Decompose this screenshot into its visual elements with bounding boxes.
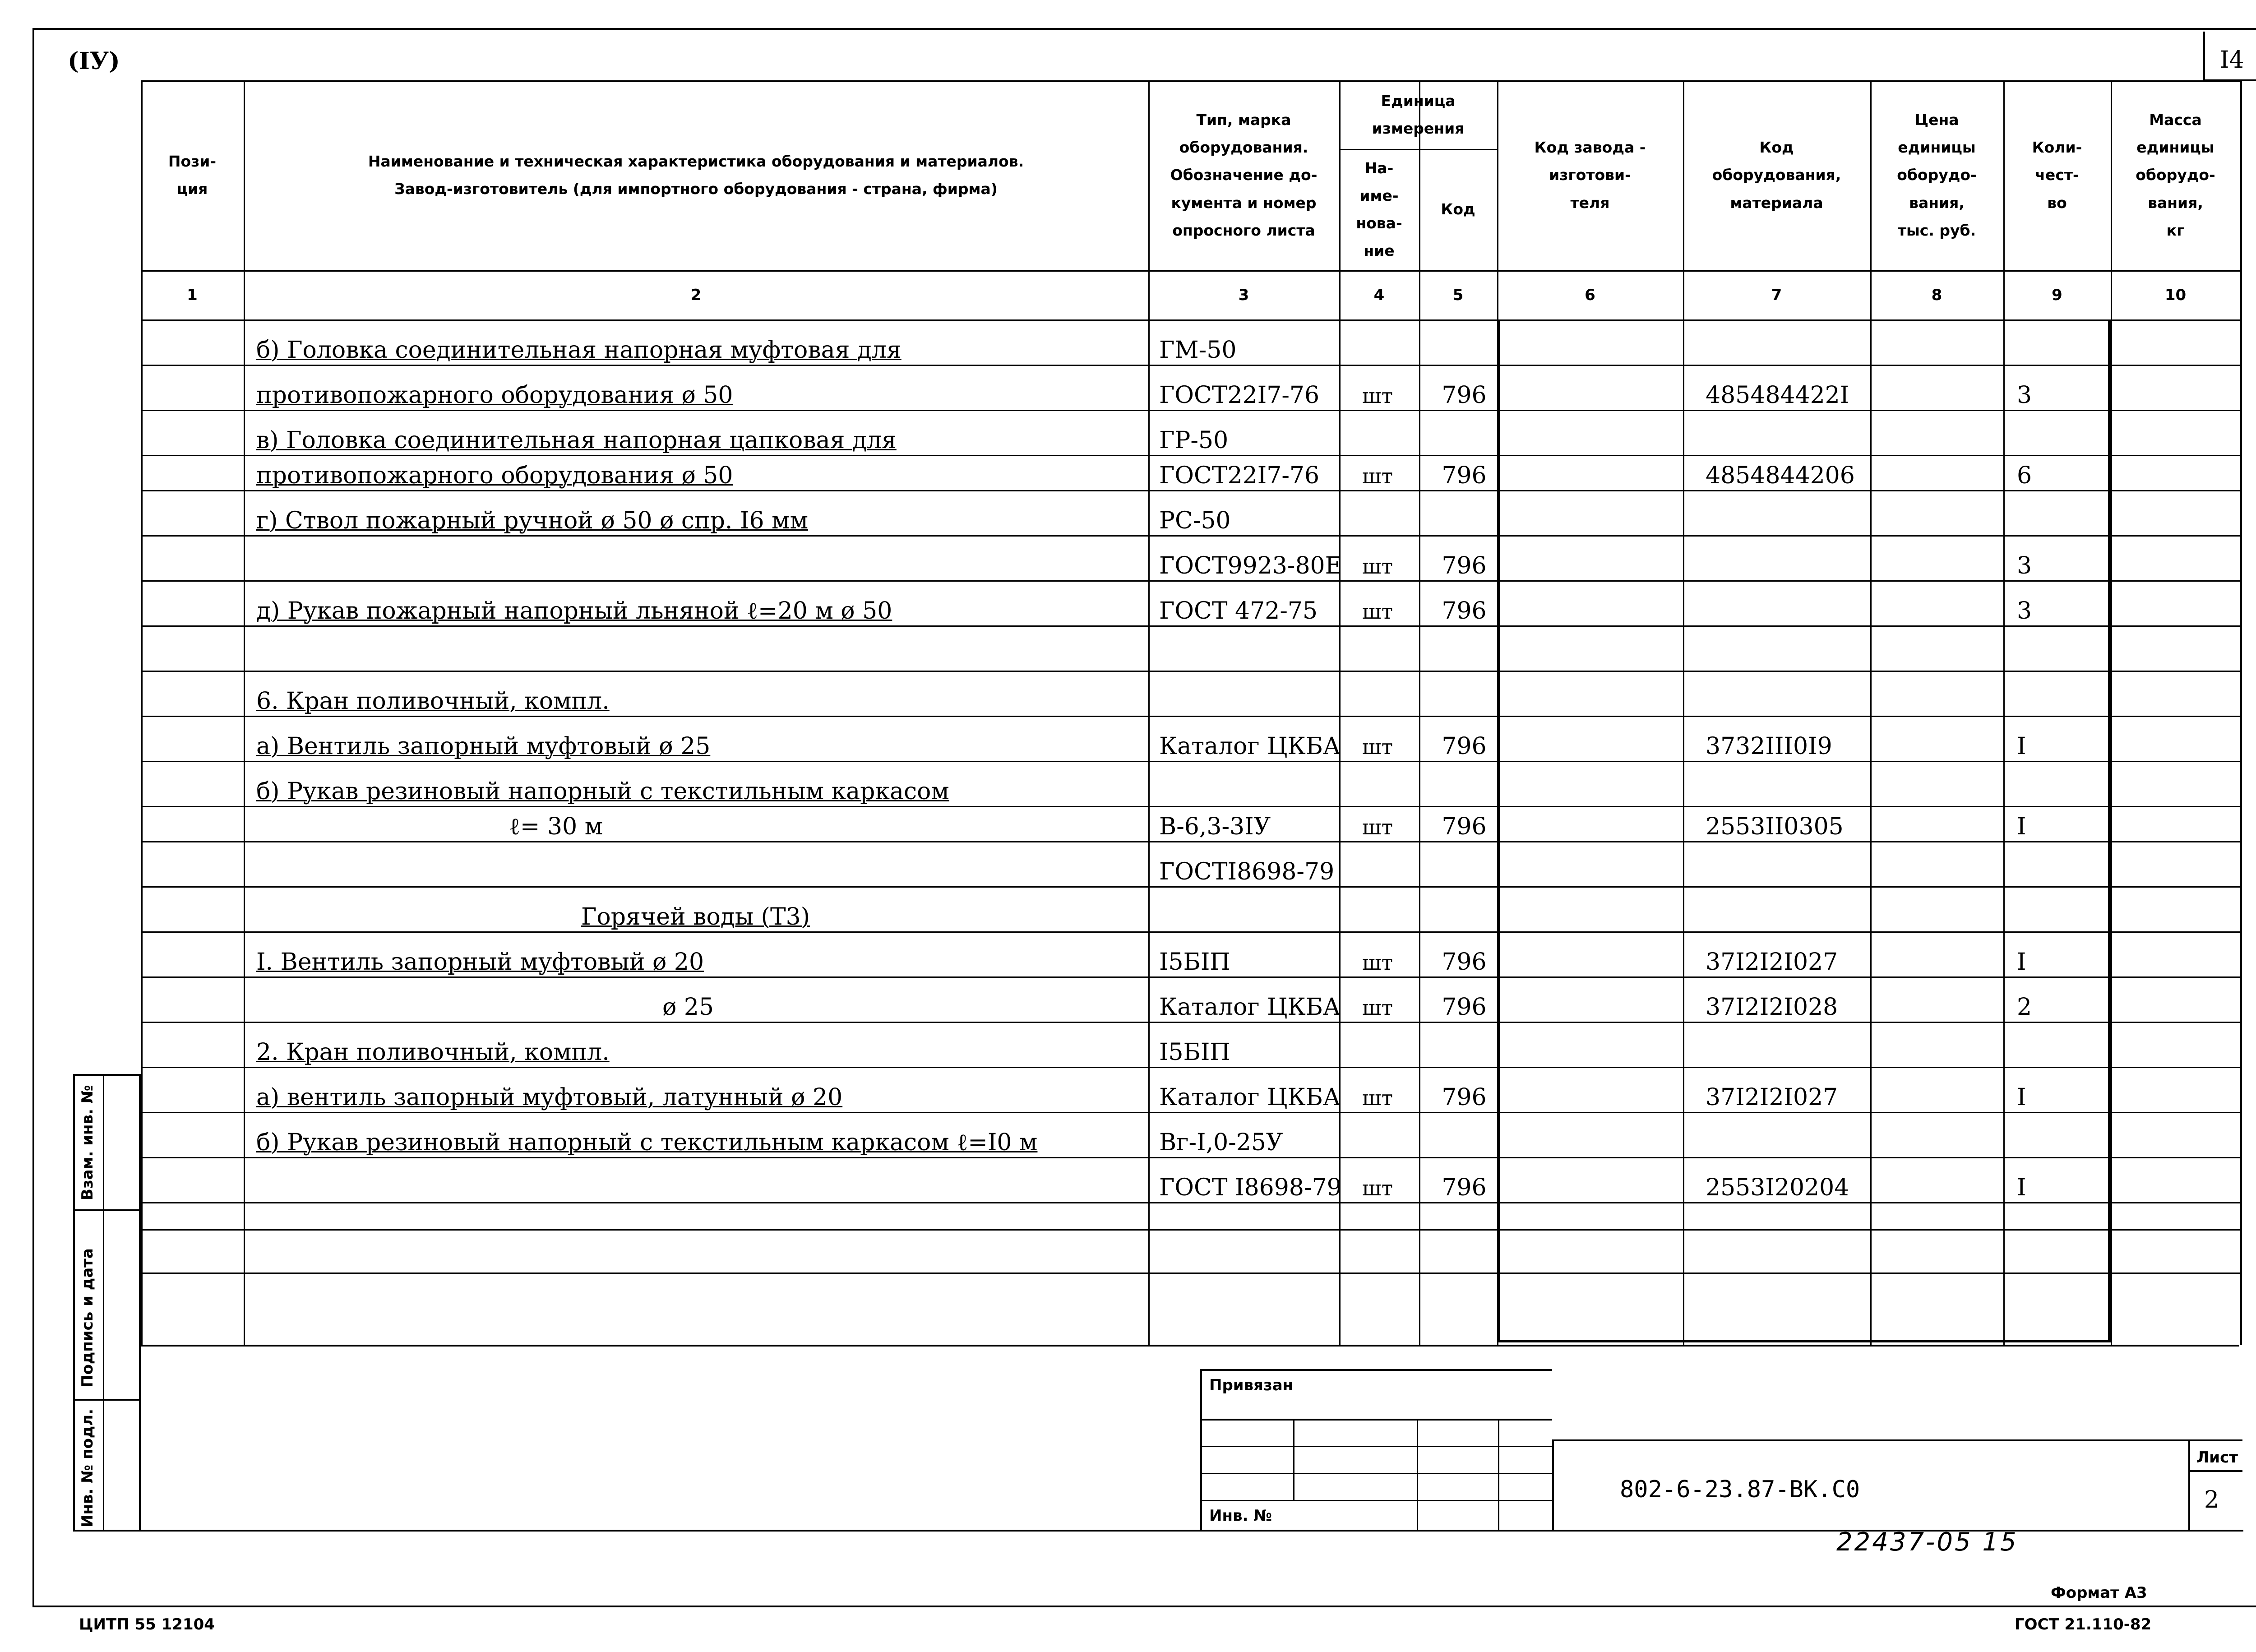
item-unit: шт: [1362, 554, 1393, 578]
item-unit-code: 796: [1442, 949, 1487, 976]
column-header-3: Тип, марка оборудования. Обозначение до- кумента и номер опросного листа: [1170, 111, 1318, 239]
item-name: г) Ствол пожарный ручной ø 50 ø спр. I6 мм: [256, 507, 809, 534]
item-name: а) вентиль запорный муфтовый, латунный ø 20: [256, 1084, 843, 1111]
item-unit: шт: [1362, 950, 1393, 975]
sheet-section-label: (IУ): [68, 47, 120, 75]
item-name: в) Головка соединительная напорная цапковая для: [256, 427, 897, 454]
table-row: [141, 886, 2240, 931]
item-quantity: 3: [2017, 552, 2032, 579]
item-equipment-code: 485484422I: [1706, 382, 1849, 409]
footer-format: Формат А3: [2051, 1584, 2147, 1602]
item-name: б) Рукав резиновый напорный с текстильным каркасом: [256, 778, 949, 805]
item-quantity: I: [2017, 1084, 2026, 1111]
item-equipment-code: 2553I20204: [1706, 1174, 1849, 1201]
item-unit-code: 796: [1442, 462, 1487, 489]
column-number-9: 9: [2052, 286, 2062, 304]
item-unit: шт: [1362, 995, 1393, 1020]
table-row: [141, 625, 2240, 671]
column-number-8: 8: [1931, 286, 1942, 304]
list-number: 2: [2204, 1486, 2219, 1513]
item-type: Вг-I,0-25У: [1159, 1129, 1283, 1156]
column-number-1: 1: [187, 286, 198, 304]
item-name: противопожарного оборудования ø 50: [256, 382, 733, 409]
column-number-10: 10: [2164, 286, 2187, 304]
item-unit-code: 796: [1442, 733, 1487, 760]
item-type: ГОСТ22I7-76: [1159, 382, 1320, 409]
column-number-2: 2: [690, 286, 702, 304]
item-equipment-code: 3732III0I9: [1706, 733, 1832, 760]
item-unit-code: 796: [1442, 597, 1487, 625]
title-block: [1200, 1369, 1552, 1532]
item-name: д) Рукав пожарный напорный льняной ℓ=20 м ø 50: [256, 597, 892, 625]
item-type: ГР-50: [1159, 427, 1229, 454]
item-unit: шт: [1362, 735, 1393, 759]
column-header-8: Цена единицы оборудо- вания, тыс. руб.: [1897, 111, 1977, 239]
item-type: I5БIП: [1159, 1039, 1230, 1066]
unit-group-header: Единица измерения: [1372, 92, 1465, 137]
item-name: б) Головка соединительная напорная муфтовая для: [256, 337, 901, 364]
item-name: 6. Кран поливочный, компл.: [256, 688, 610, 715]
item-unit-code: 796: [1442, 552, 1487, 579]
inv-no-label: Инв. №: [1209, 1507, 1272, 1525]
column-number-6: 6: [1585, 286, 1595, 304]
column-header-2: Наименование и техническая характеристика оборудования и материалов. Завод-изготовитель (для импортного оборудования - страна, фирма): [368, 152, 1024, 198]
item-unit: шт: [1362, 815, 1393, 839]
item-quantity: I: [2017, 813, 2026, 840]
item-unit-code: 796: [1442, 382, 1487, 409]
list-label: Лист: [2196, 1448, 2238, 1467]
item-unit: шт: [1362, 1086, 1393, 1110]
column-header-6: Код завода - изготови- теля: [1534, 139, 1646, 212]
column-header-7: Код оборудования, материала: [1712, 139, 1841, 212]
column-header-4: На- име- нова- ние: [1356, 159, 1402, 260]
item-unit-code: 796: [1442, 994, 1487, 1021]
column-number-5: 5: [1452, 286, 1464, 304]
item-equipment-code: 37I2I2I027: [1706, 1084, 1838, 1111]
footer-gost: ГОСТ 21.110-82: [2015, 1615, 2152, 1633]
item-type: ГМ-50: [1159, 337, 1237, 364]
item-unit-code: 796: [1442, 813, 1487, 840]
item-type: В-6,3-3IУ: [1159, 813, 1271, 840]
document-code: 802-6-23.87-ВК.С0: [1620, 1476, 1860, 1503]
page-number: I4: [2220, 46, 2244, 74]
item-name: противопожарного оборудования ø 50: [256, 462, 733, 489]
side-podpis-data: Подпись и дата: [79, 1248, 97, 1388]
column-number-7: 7: [1771, 286, 1782, 304]
item-unit-code: 796: [1442, 1174, 1487, 1201]
footer-left: ЦИТП 55 12104: [79, 1615, 215, 1633]
item-equipment-code: 37I2I2I027: [1706, 949, 1838, 976]
item-type: Каталог ЦКБА: [1159, 994, 1341, 1021]
item-equipment-code: 2553II0305: [1706, 813, 1844, 840]
column-number-3: 3: [1238, 286, 1249, 304]
item-type: Каталог ЦКБА: [1159, 1084, 1341, 1111]
item-type: ГОСТ22I7-76: [1159, 462, 1320, 489]
column-header-5: Код: [1441, 200, 1475, 218]
item-quantity: 2: [2017, 994, 2032, 1021]
item-quantity: I: [2017, 949, 2026, 976]
item-name: Горячей воды (Т3): [581, 903, 810, 930]
item-quantity: I: [2017, 733, 2026, 760]
item-name: ℓ= 30 м: [509, 813, 603, 840]
item-name: а) Вентиль запорный муфтовый ø 25: [256, 733, 711, 760]
item-type: РС-50: [1159, 507, 1231, 534]
item-name: I. Вентиль запорный муфтовый ø 20: [256, 949, 704, 976]
item-type: ГОСТ 472-75: [1159, 597, 1318, 625]
column-header-1: Пози- ция: [168, 152, 217, 198]
column-header-10: Масса единицы оборудо- вания, кг: [2136, 111, 2215, 239]
item-unit: шт: [1362, 599, 1393, 624]
item-type: Каталог ЦКБА: [1159, 733, 1341, 760]
item-type: ГОСТ9923-80Е: [1159, 552, 1342, 579]
item-equipment-code: 37I2I2I028: [1706, 994, 1838, 1021]
item-name: б) Рукав резиновый напорный с текстильным каркасом ℓ=I0 м: [256, 1129, 1038, 1156]
column-number-4: 4: [1373, 286, 1385, 304]
item-equipment-code: 4854844206: [1706, 462, 1855, 489]
item-quantity: 6: [2017, 462, 2032, 489]
item-unit: шт: [1362, 384, 1393, 408]
item-unit: шт: [1362, 1176, 1393, 1200]
item-unit: шт: [1362, 464, 1393, 488]
column-header-9: Коли- чест- во: [2032, 139, 2082, 212]
item-name: 2. Кран поливочный, компл.: [256, 1039, 610, 1066]
item-type: I5БIП: [1159, 949, 1230, 976]
side-vzam-inv: Взам. инв. №: [79, 1085, 97, 1200]
item-name: ø 25: [662, 994, 714, 1021]
item-unit-code: 796: [1442, 1084, 1487, 1111]
handwritten-number: 22437-05 15: [1836, 1527, 2018, 1557]
item-type: ГОСТ I8698-79: [1159, 1174, 1342, 1201]
privyazan-label: Привязан: [1209, 1376, 1294, 1394]
side-inv-podl: Инв. № подл.: [79, 1408, 97, 1527]
item-quantity: I: [2017, 1174, 2026, 1201]
item-type: ГОСТI8698-79: [1159, 858, 1335, 885]
item-quantity: 3: [2017, 382, 2032, 409]
item-quantity: 3: [2017, 597, 2032, 625]
